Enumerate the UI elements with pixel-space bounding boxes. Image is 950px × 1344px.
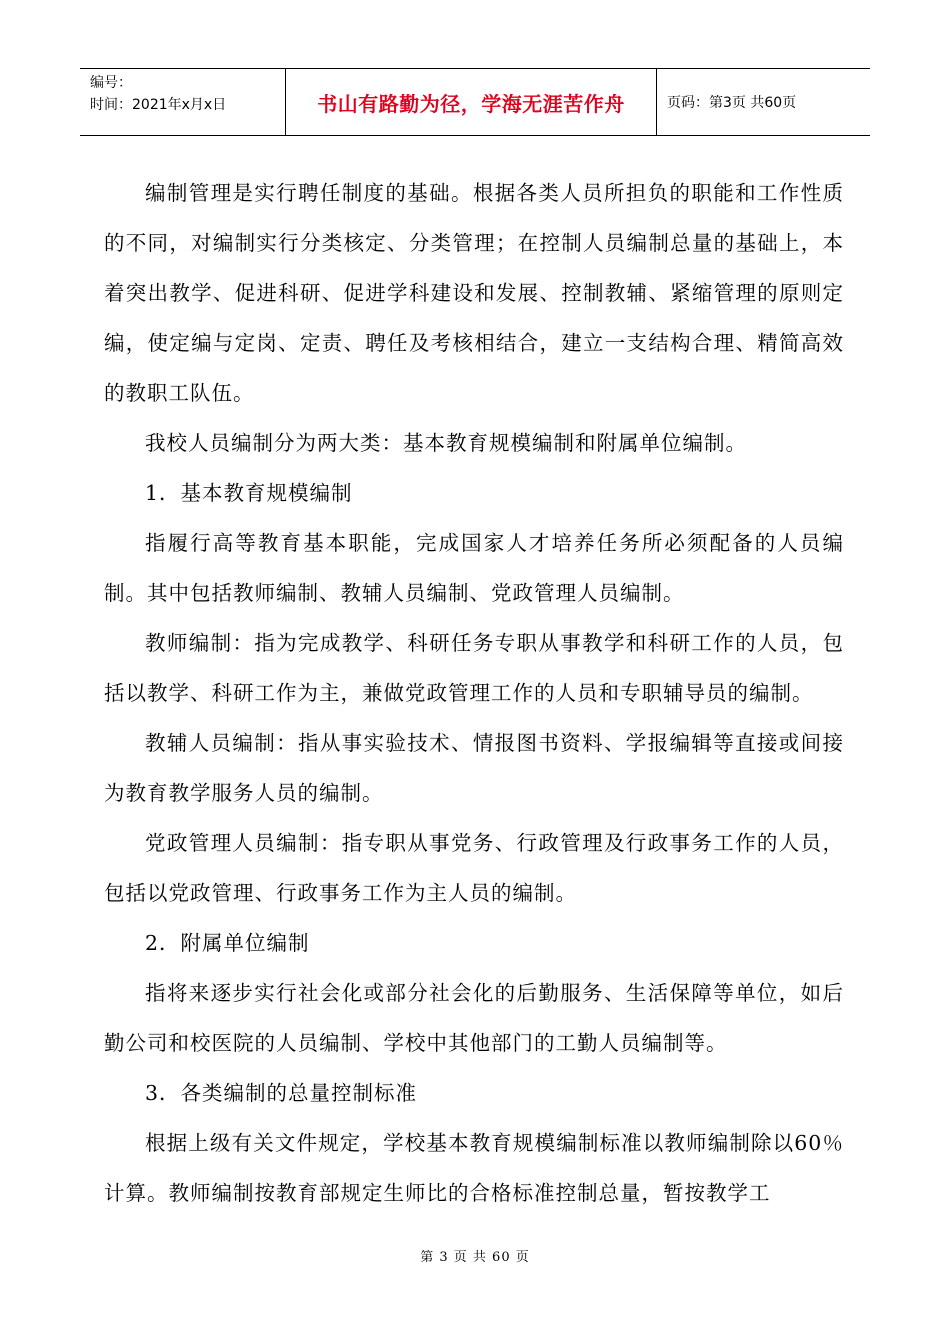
section-heading: 1．基本教育规模编制 xyxy=(145,481,353,505)
section-heading: 2．附属单位编制 xyxy=(145,931,310,955)
date-label: 时间：2021年x月x日 xyxy=(90,97,227,113)
paragraph: 指将来逐步实行社会化或部分社会化的后勤服务、生活保障等单位，如后勤公司和校医院的人员编制、学校中其他部门的工勤人员编制等。 xyxy=(104,981,844,1055)
serial-label: 编号： xyxy=(90,75,132,91)
header-page-info xyxy=(657,69,870,135)
header-motto xyxy=(285,69,657,135)
section-heading: 3．各类编制的总量控制标准 xyxy=(145,1081,418,1105)
paragraph: 编制管理是实行聘任制度的基础。根据各类人员所担负的职能和工作性质的不同，对编制实行分类核定、分类管理；在控制人员编制总量的基础上，本着突出教学、促进科研、促进学科建设和发展、控制教辅、紧缩管理的原则定编，使定编与定岗、定责、聘任及考核相结合，建立一支结构合理、精简高效的教职工队伍。 xyxy=(104,181,844,405)
page-header xyxy=(80,68,870,136)
footer-page-number: 第 3 页 共 60 页 xyxy=(420,1250,530,1265)
motto-text: 书山有路勤为径，学海无涯苦作舟 xyxy=(317,91,625,116)
paragraph: 我校人员编制分为两大类：基本教育规模编制和附属单位编制。 xyxy=(145,431,747,455)
page-footer xyxy=(0,1246,950,1265)
paragraph: 党政管理人员编制：指专职从事党务、行政管理及行政事务工作的人员，包括以党政管理、行政事务工作为主人员的编制。 xyxy=(104,831,844,905)
paragraph: 教辅人员编制：指从事实验技术、情报图书资料、学报编辑等直接或间接为教育教学服务人员的编制。 xyxy=(104,731,844,805)
paragraph: 根据上级有关文件规定，学校基本教育规模编制标准以教师编制除以60％计算。教师编制按教育部规定生师比的合格标准控制总量，暂按教学工 xyxy=(104,1131,844,1205)
page-info-text: 页码：第3页 共60页 xyxy=(667,95,797,111)
paragraph: 指履行高等教育基本职能，完成国家人才培养任务所必须配备的人员编制。其中包括教师编制、教辅人员编制、党政管理人员编制。 xyxy=(104,531,844,605)
header-meta xyxy=(80,69,285,135)
paragraph: 教师编制：指为完成教学、科研任务专职从事教学和科研工作的人员，包括以教学、科研工作为主，兼做党政管理工作的人员和专职辅导员的编制。 xyxy=(104,631,844,705)
document-body xyxy=(104,168,844,1218)
